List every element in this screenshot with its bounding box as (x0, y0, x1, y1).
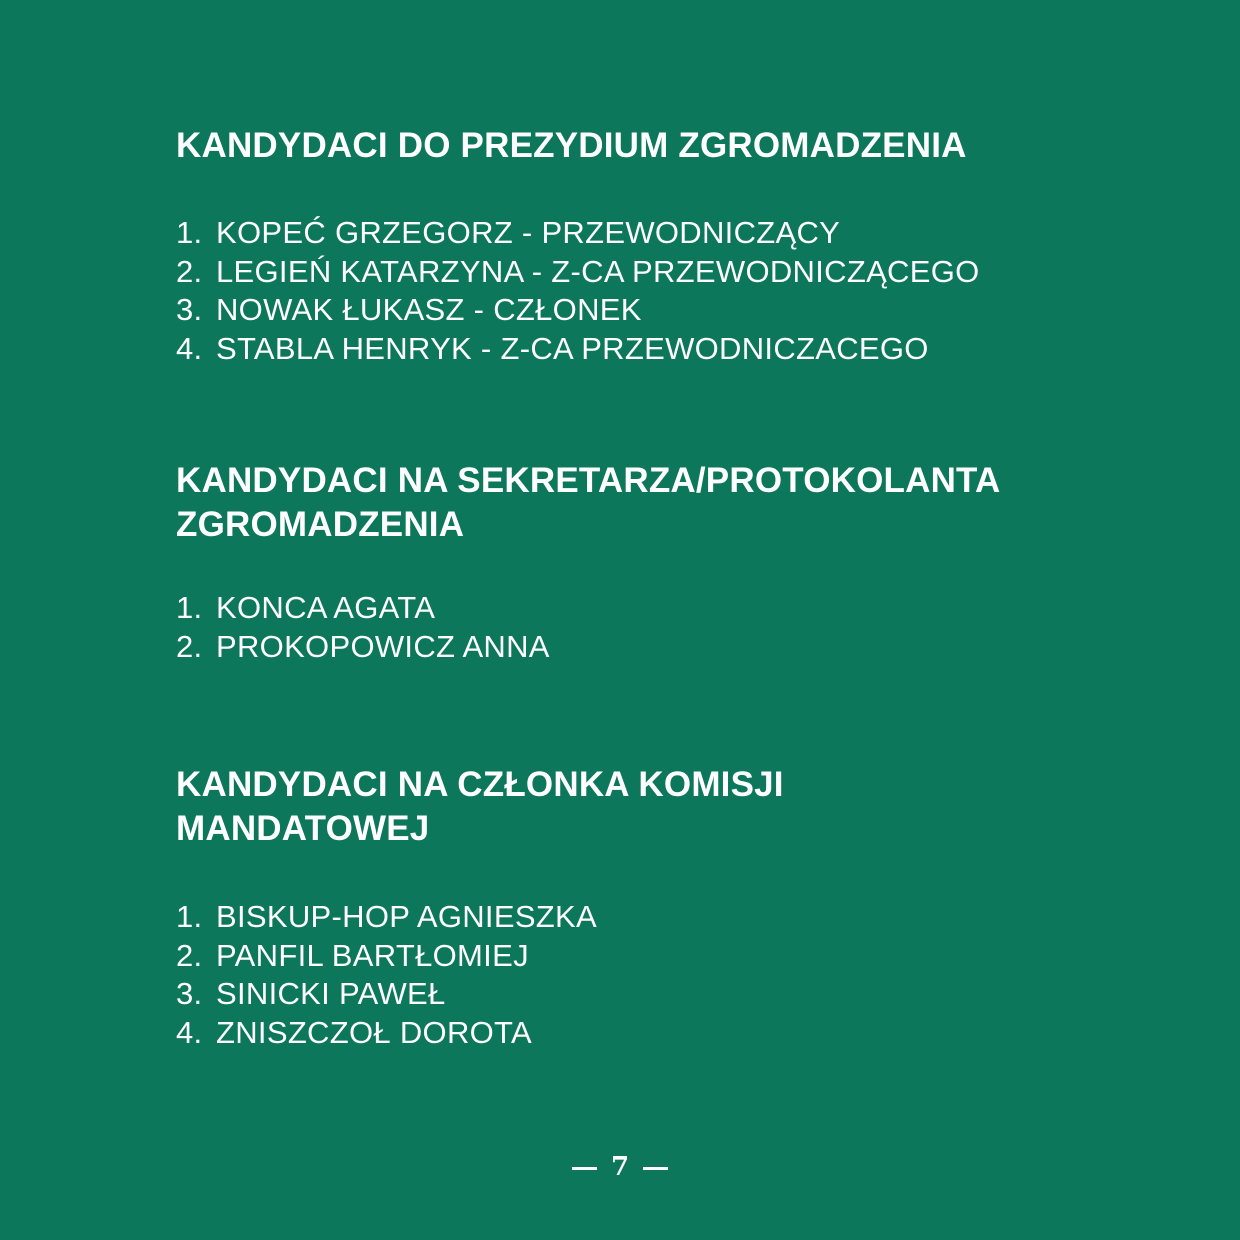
dash-divider (572, 1167, 597, 1170)
candidate-name: LEGIEŃ KATARZYNA - Z-CA PRZEWODNICZĄCEGO (216, 253, 980, 289)
section-heading (176, 459, 1096, 547)
page-number: 7 (610, 1152, 630, 1182)
section-secretary (176, 459, 1096, 666)
list-item (176, 628, 1096, 667)
heading-line-1: KANDYDACI NA CZŁONKA KOMISJI (176, 765, 784, 804)
list-item (176, 937, 1096, 976)
list-item (176, 214, 1096, 253)
list-item (176, 975, 1096, 1014)
list-number: 3. (176, 292, 203, 328)
candidate-list (176, 589, 1096, 666)
list-item (176, 291, 1096, 330)
list-item (176, 589, 1096, 628)
candidate-list (176, 214, 1096, 368)
candidate-name: PROKOPOWICZ ANNA (216, 628, 550, 664)
heading-line-2: ZGROMADZENIA (176, 505, 465, 544)
section-heading (176, 763, 1096, 851)
candidate-name: BISKUP-HOP AGNIESZKA (216, 899, 597, 934)
list-number: 2. (176, 253, 203, 289)
candidate-name: PANFIL BARTŁOMIEJ (216, 937, 529, 973)
candidate-name: STABLA HENRYK - Z-CA PRZEWODNICZACEGO (216, 330, 929, 366)
list-item (176, 330, 1096, 369)
list-number: 4. (176, 330, 203, 366)
list-number: 3. (176, 976, 203, 1012)
heading-text: KANDYDACI DO PREZYDIUM ZGROMADZENIA (176, 126, 967, 165)
candidate-name: NOWAK ŁUKASZ - CZŁONEK (216, 292, 642, 328)
candidate-name: SINICKI PAWEŁ (216, 976, 446, 1012)
list-number: 2. (176, 937, 203, 973)
candidate-name: ZNISZCZOŁ DOROTA (216, 1014, 532, 1050)
dash-divider (643, 1167, 668, 1170)
list-number: 1. (176, 899, 203, 934)
list-number: 4. (176, 1014, 203, 1050)
candidate-list (176, 898, 1096, 1052)
section-presidium (176, 124, 1096, 368)
heading-line-2: MANDATOWEJ (176, 809, 430, 848)
heading-line-1: KANDYDACI NA SEKRETARZA/PROTOKOLANTA (176, 461, 1001, 500)
list-item (176, 253, 1096, 292)
candidate-name: KOPEĆ GRZEGORZ - PRZEWODNICZĄCY (216, 215, 841, 250)
page-footer (0, 1150, 1240, 1184)
list-item (176, 898, 1096, 937)
list-number: 1. (176, 215, 203, 250)
section-mandate-commission (176, 763, 1096, 1052)
list-number: 2. (176, 628, 203, 664)
list-number: 1. (176, 590, 203, 625)
section-heading (176, 124, 1096, 168)
candidate-name: KONCA AGATA (216, 590, 436, 625)
list-item (176, 1014, 1096, 1053)
